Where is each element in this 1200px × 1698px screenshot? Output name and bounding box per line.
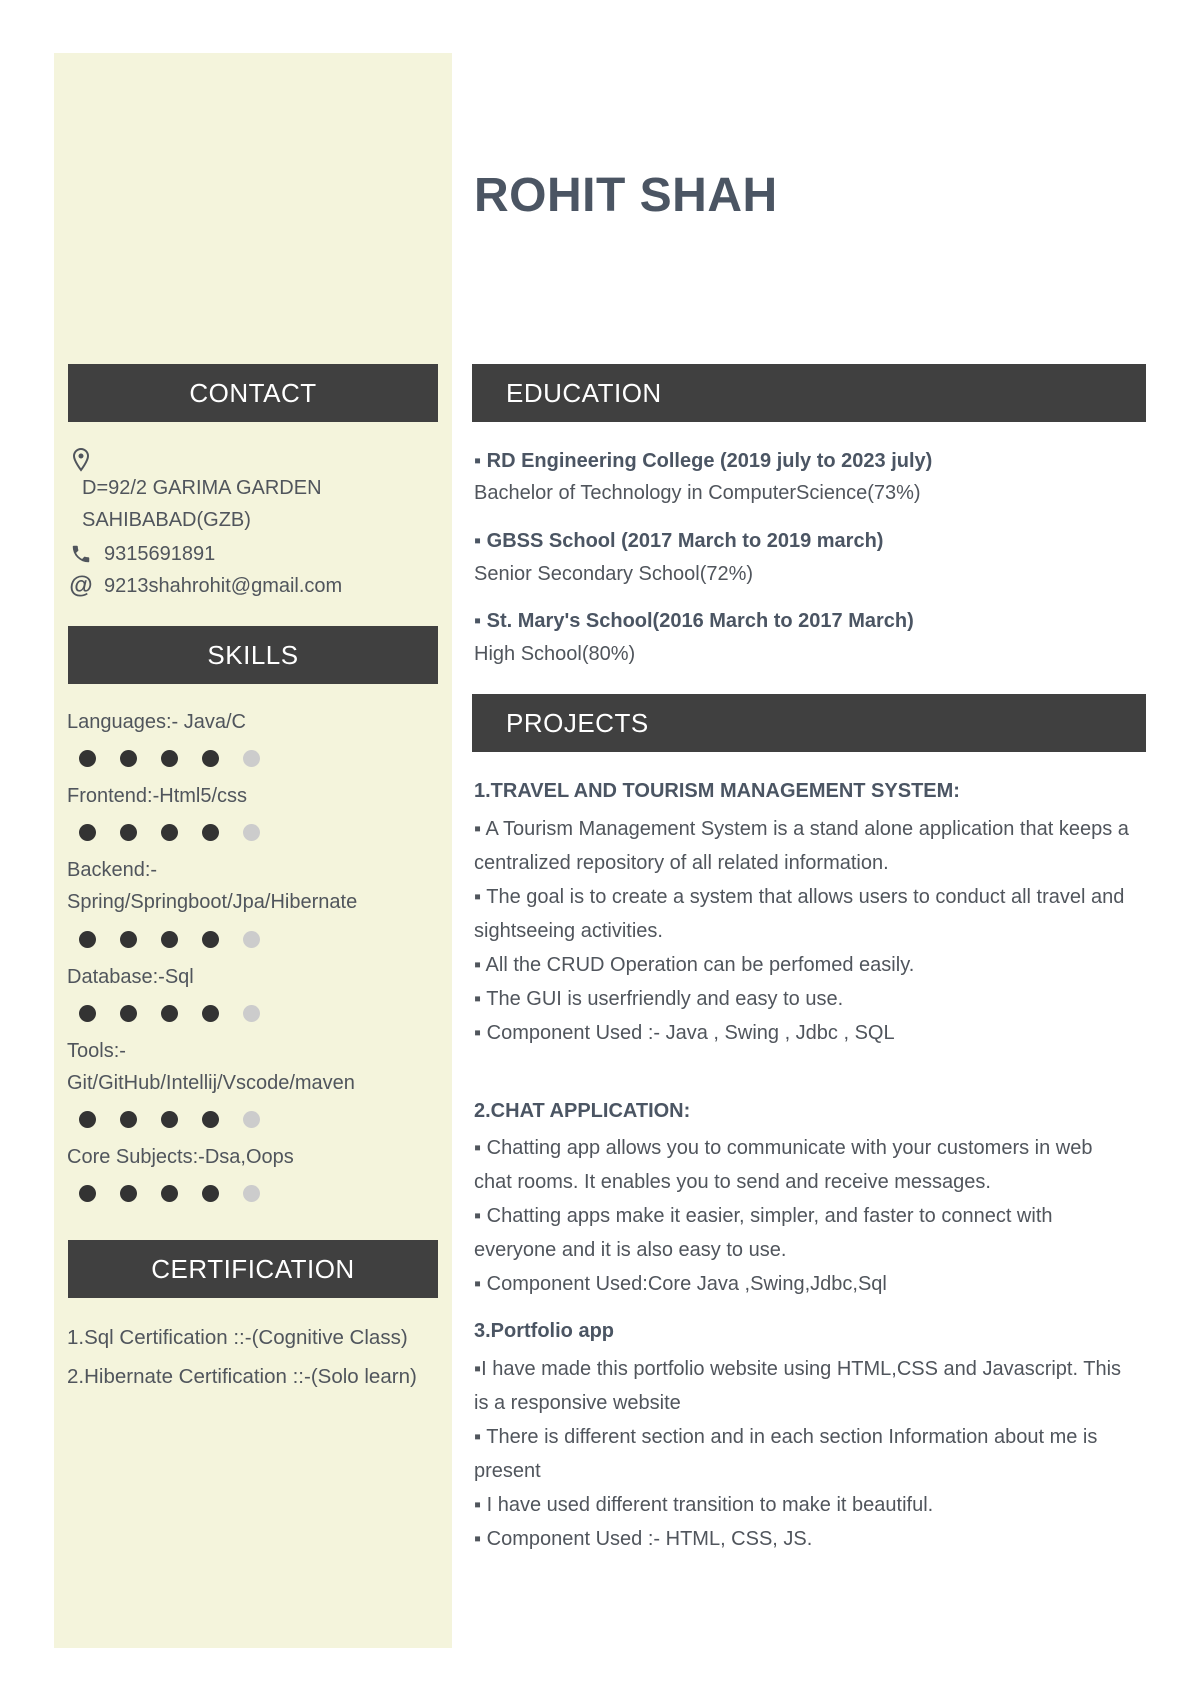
education-detail: High School(80%) [474,643,636,665]
skill-rating [79,824,284,841]
skill-label: Tools:- Git/GitHub/Intellij/Vscode/maven [67,1040,355,1094]
contact-heading: CONTACT [68,364,438,422]
rating-dot-filled [79,931,96,948]
rating-dot-empty [243,931,260,948]
projects-heading: PROJECTS [472,694,1146,752]
rating-dot-filled [120,931,137,948]
rating-dot-filled [120,1185,137,1202]
skill-label: Frontend:-Html5/css [67,785,248,807]
rating-dot-filled [202,750,219,767]
email-row [68,573,342,599]
rating-dot-filled [161,1185,178,1202]
skill-rating [79,1111,284,1128]
rating-dot-empty [243,824,260,841]
project-line: ▪ All the CRUD Operation can be perfomed easily. [474,954,915,976]
education-title: ▪ GBSS School (2017 March to 2019 march) [474,530,884,552]
location-row [68,447,104,473]
rating-dot-filled [120,1005,137,1022]
email-address[interactable]: 9213shahrohit@gmail.com [104,574,343,597]
rating-dot-empty [243,1111,260,1128]
project-line: ▪ Component Used :- Java , Swing , Jdbc , SQL [474,1022,895,1044]
certification-item: 2.Hibernate Certification ::-(Solo learn) [67,1365,417,1388]
rating-dot-filled [79,1185,96,1202]
candidate-name: ROHIT SHAH [474,169,778,222]
rating-dot-filled [161,1005,178,1022]
project-line: ▪ I have used different transition to make it beautiful. [474,1494,934,1516]
project-line: ▪ Chatting app allows you to communicate with your customers in web chat rooms. It enables you to send and receive messages. [474,1137,1093,1193]
rating-dot-empty [243,750,260,767]
phone-icon [68,541,94,567]
skill-rating [79,931,284,948]
address-line-1: D=92/2 GARIMA GARDEN [82,477,322,499]
rating-dot-filled [202,1111,219,1128]
certification-heading: CERTIFICATION [68,1240,438,1298]
rating-dot-filled [161,824,178,841]
project-line: ▪ The goal is to create a system that allows users to conduct all travel and sightseeing activities. [474,886,1125,942]
skill-label: Database:-Sql [67,966,194,988]
rating-dot-filled [79,750,96,767]
project-line: ▪ There is different section and in each section Information about me is present [474,1426,1098,1482]
rating-dot-filled [79,824,96,841]
phone-row [68,541,215,567]
address-line-2: SAHIBABAD(GZB) [82,509,251,531]
rating-dot-filled [120,750,137,767]
rating-dot-filled [161,1111,178,1128]
rating-dot-filled [161,750,178,767]
skill-label: Backend:- Spring/Springboot/Jpa/Hibernate [67,859,358,913]
skill-rating [79,1005,284,1022]
project-line: ▪ Chatting apps make it easier, simpler, and faster to connect with everyone and it is also easy to use. [474,1205,1053,1261]
rating-dot-filled [120,824,137,841]
project-title: 1.TRAVEL AND TOURISM MANAGEMENT SYSTEM: [474,780,960,802]
skill-label: Languages:- Java/C [67,711,247,733]
project-line: ▪ The GUI is userfriendly and easy to use. [474,988,844,1010]
project-line: ▪ A Tourism Management System is a stand alone application that keeps a centralized repository of all related information. [474,818,1129,874]
sidebar [54,53,452,1648]
education-title: ▪ St. Mary's School(2016 March to 2017 March) [474,610,914,632]
rating-dot-filled [202,1005,219,1022]
rating-dot-filled [120,1111,137,1128]
education-detail: Bachelor of Technology in ComputerScience(73%) [474,482,921,504]
certification-item: 1.Sql Certification ::-(Cognitive Class) [67,1326,408,1349]
education-title: ▪ RD Engineering College (2019 july to 2023 july) [474,450,933,472]
project-line: ▪ Component Used:Core Java ,Swing,Jdbc,Sql [474,1273,887,1295]
project-line: ▪I have made this portfolio website using HTML,CSS and Javascript. This is a responsive website [474,1358,1122,1414]
rating-dot-filled [79,1005,96,1022]
skill-label: Core Subjects:-Dsa,Oops [67,1146,294,1168]
location-icon [68,447,94,473]
rating-dot-filled [161,931,178,948]
education-heading: EDUCATION [472,364,1146,422]
project-line: ▪ Component Used :- HTML, CSS, JS. [474,1528,813,1550]
rating-dot-empty [243,1185,260,1202]
skill-rating [79,750,284,767]
rating-dot-filled [202,1185,219,1202]
education-detail: Senior Secondary School(72%) [474,563,754,585]
skills-heading: SKILLS [68,626,438,684]
project-title: 2.CHAT APPLICATION: [474,1100,691,1122]
skill-rating [79,1185,284,1202]
rating-dot-empty [243,1005,260,1022]
rating-dot-filled [202,931,219,948]
phone-number[interactable]: 9315691891 [104,542,216,565]
rating-dot-filled [79,1111,96,1128]
email-icon: @ [69,572,93,599]
rating-dot-filled [202,824,219,841]
project-title: 3.Portfolio app [474,1320,614,1342]
